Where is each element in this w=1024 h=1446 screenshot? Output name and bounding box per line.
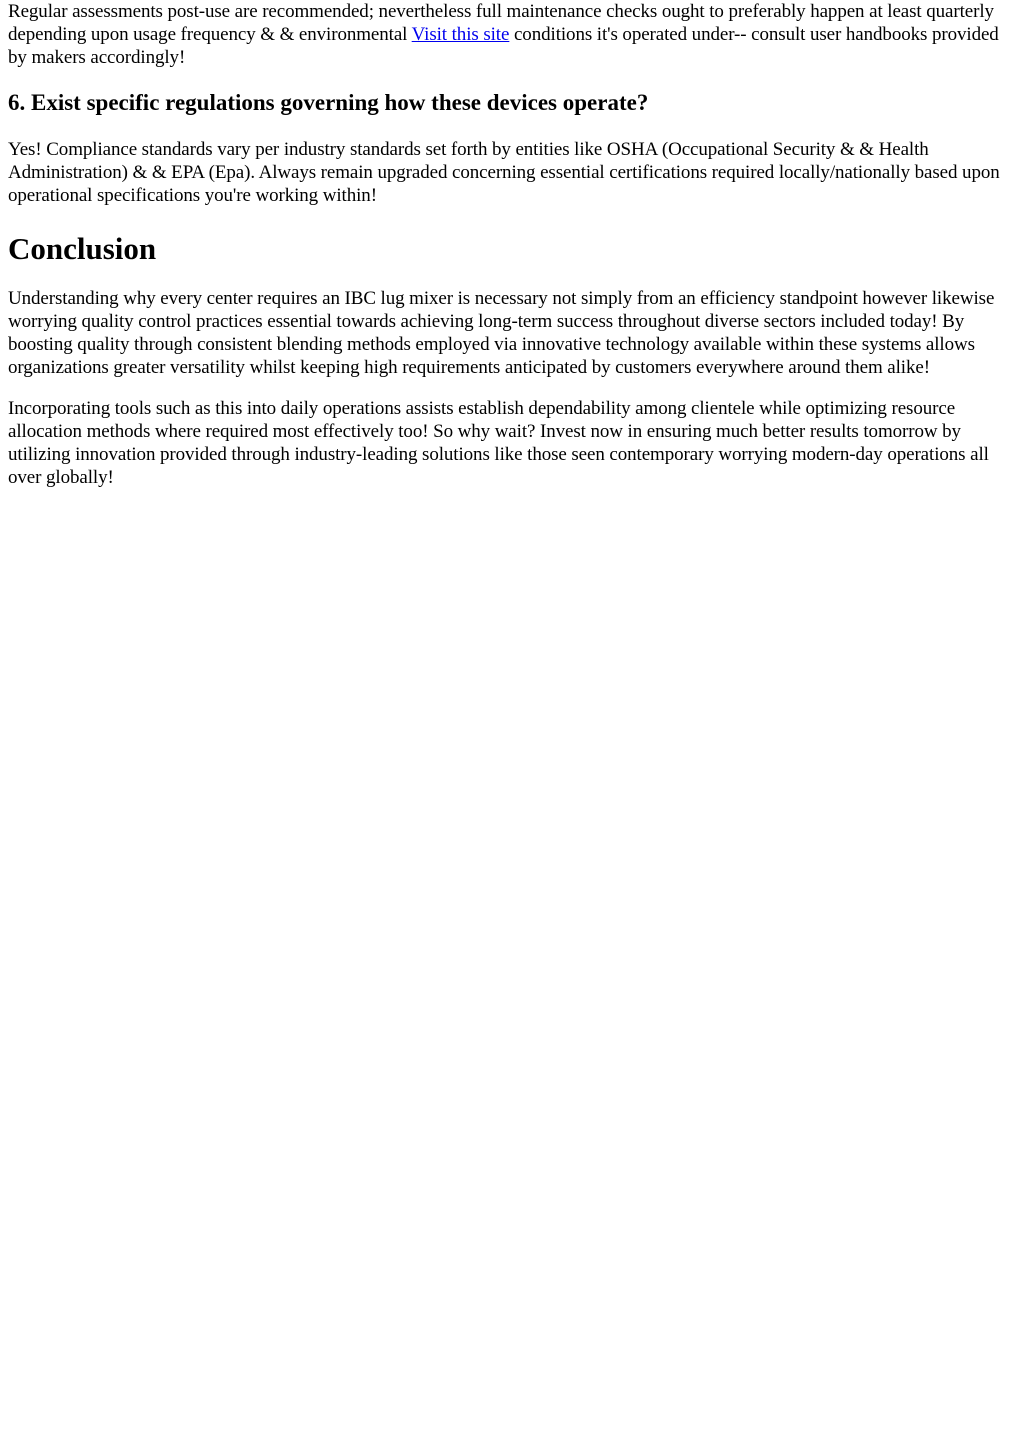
conclusion-paragraph-2: Incorporating tools such as this into daily operations assists establish dependability among clientele while optimizing resource allocation methods where required most effectively too! So why wait? Invest now in ensuring much better results tomorrow by utilizing innovation provided through industry-leading solutions like those seen contemporary worrying modern-day operations all over globally! (8, 398, 989, 488)
maintenance-text-after-link: conditions it's operated under-- consult user handbooks provided by makers accordingly! (8, 24, 999, 68)
faq6-heading: 6. Exist specific regulations governing how these devices operate? (8, 90, 649, 115)
visit-site-link[interactable]: Visit this site (411, 24, 510, 45)
conclusion-heading: Conclusion (8, 231, 157, 266)
maintenance-paragraph (8, 0, 1016, 69)
faq6-answer: Yes! Compliance standards vary per industry standards set forth by entities like OSHA (Occupational Security & & Health Administration) & & EPA (Epa). Always remain upgraded concerning essential certifications required locally/nationally based upon operational specifications you're working within! (8, 139, 1000, 206)
article-page (0, 0, 1024, 489)
conclusion-paragraph-1: Understanding why every center requires an IBC lug mixer is necessary not simply from an efficiency standpoint however likewise worrying quality control practices essential towards achieving long-term success throughout diverse sectors included today! By boosting quality through consistent blending methods employed via innovative technology available within these systems allows organizations greater versatility whilst keeping high requirements anticipated by customers everywhere around them alike! (8, 288, 995, 378)
maintenance-text-before-link: Regular assessments post-use are recommended; nevertheless full maintenance checks ought to preferably happen at least quarterly depending upon usage frequency & & environmental (8, 1, 994, 45)
